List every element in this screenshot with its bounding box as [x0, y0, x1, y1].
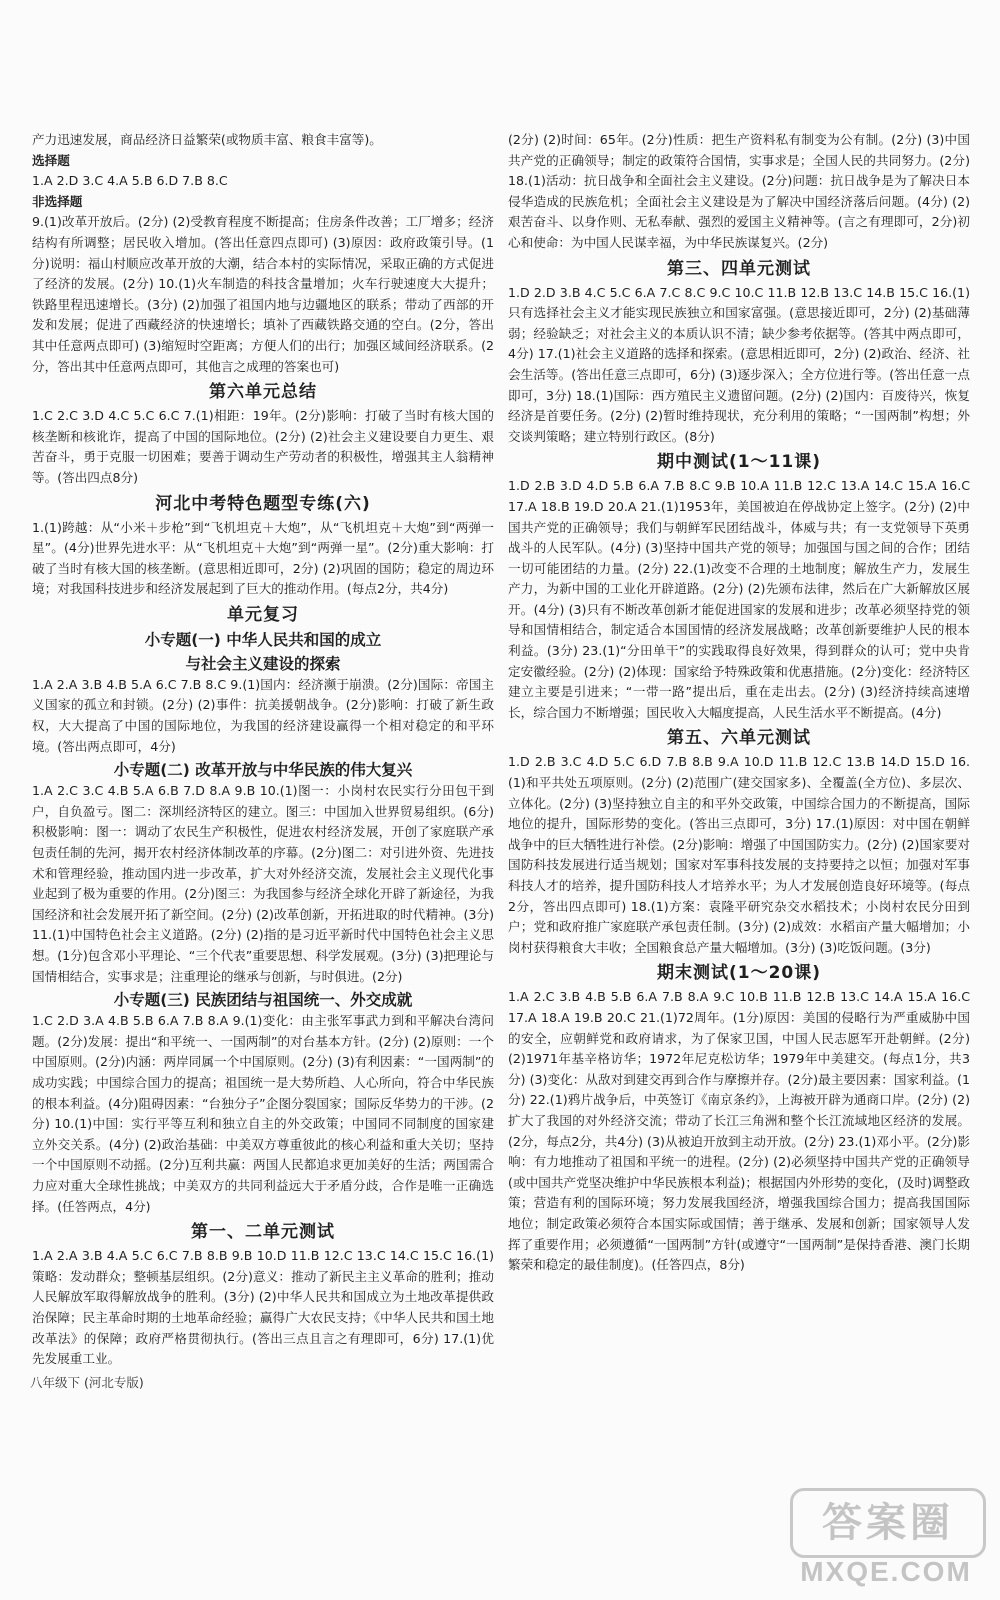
- paragraph: 1.A 2.A 3.B 4.A 5.C 6.C 7.B 8.B 9.B 10.D 11.B 12.C 13.C 14.C 15.C 16.(1)策略：发动群众；整顿基层组织。(2分)意义：推动了新民主主义革命的胜利；推动人民解放军取得解放战争的胜利。(3分) (2)中华人民共和国成立为土地改革提供政治保障；民主革命时期的土地革命经验；赢得广大农民支持；《中华人民共和国土地改革法》的保障；政府严格贯彻执行。(答出三点且言之有理即可，6分) 17.(1)优先发展重工业。: [32, 1248, 494, 1367]
- paragraph: 1.D 2.B 3.D 4.D 5.B 6.A 7.B 8.C 9.B 10.A 11.B 12.C 13.A 14.C 15.A 16.C 17.A 18.B 19.D 20.A 21.(1)1953年，美国被迫在停战协定上签字。(2分) (2)中国共产党的正确领导；我们与朝鲜军民团结战斗，体威与共；有一支党领导下英勇战斗的人民军队。(4分) (3)坚持中国共产党的领导；加强国与国之间的合作；团结一切可能团结的力量。(2分) 22.(1)改变不合理的土地制度；解放生产力，发展生产力，为新中国的工业化开辟道路。(2分) (2)先颁布法律，然后在广大新解放区展开。(4分) (3)只有不断改革创新才能促进国家的发展和进步；改革必须坚持党的领导和国情相结合，制定适合本国国情的经济发展战略；改革创新要维护人民的根本利益。(3分) 23.(1)“分田单干”的实践取得良好效果，得到群众的认可；党中央肯定安徽经验。(2分) (2)体现：国家给予特殊政策和优惠措施。(2分)变化：经济特区建立主要是引进来；“一带一路”提出后，重在走出去。(2分) (3)经济持续高速增长，综合国力不断增强；国民收入大幅度提高，人民生活水平不断提高。(4分): [508, 478, 970, 720]
- section-title: 第三、四单元测试: [667, 258, 811, 279]
- section-title: 第五、六单元测试: [667, 728, 811, 749]
- watermark-text: 答案圈: [790, 1488, 986, 1558]
- paragraph: 1.C 2.D 3.A 4.B 5.B 6.A 7.B 8.A 9.(1)变化：由主张军事武力到和平解决台湾问题。(2分)发展：提出“和平统一、一国两制”的对台基本方针。(2分) (2)原则：一个中国原则。(2分)内涵：两岸同属一个中国原则。(2分) (3)有利因素：“一国两制”的成功实践；中国综合国力的提高；祖国统一是大势所趋、人心所向，符合中华民族的根本利益。(4分)阻碍因素：“台独分子”企图分裂国家；国际反华势力的干涉。(2分) 10.(1)中国：实行平等互利和独立自主的外交政策；中国同不同制度的国家建立外交关系。(4分) (2)政治基础：中美双方尊重彼此的核心利益和重大关切；坚持一个中国原则不动摇。(2分)互利共赢：两国人民都追求更加美好的生活；两国需合力应对重大全球性挑战；中美双方的共同利益远大于矛盾分歧，合作是唯一正确选择。(任答两点，4分): [32, 1013, 494, 1214]
- subheading-nonchoice: 非选择题: [32, 193, 83, 209]
- paragraph: 9.(1)改革开放后。(2分) (2)受教育程度不断提高；住房条件改善；工厂增多；经济结构有所调整；居民收入增加。(答出任意四点即可) (3)原因：政府政策引导。(1分)说明：福山村顺应改革开放的大潮，结合本村的实际情况，采取正确的方式促进了经济的发展。(2分) 10.(1)火车制造的科技含量增加；火车行驶速度大大提升；铁路里程迅速增长。(3分) (2)加强了祖国内地与边疆地区的联系；带动了西部的开发和发展；促进了西藏经济的快速增长；填补了西藏铁路交通的空白。(2分，答出其中任意两点即可) (3)缩短时空距离；方便人们的出行；加强区域间经济联系。(2分，答出其中任意两点即可，其他言之成理的答案也可): [32, 214, 494, 374]
- paragraph: 1.A 2.C 3.B 4.B 5.B 6.A 7.B 8.A 9.C 10.B 11.B 12.B 13.C 14.A 15.A 16.C 17.A 18.A 19.B 20.C 21.(1)72周年。(1分)原因：美国的侵略行为严重威胁中国的安全，应朝鲜党和政府请求，为了保家卫国，中国人民志愿军开赴朝鲜。(2分) (2)1971年基辛格访华；1972年尼克松访华；1979年中美建交。(每点1分，共3分) (3)变化：从敌对到建交再到合作与摩擦并存。(2分)最主要因素：国家利益。(1分) 22.(1)鸦片战争后，中英签订《南京条约》，上海被开辟为通商口岸。(2分) (2)扩大了我国的对外经济交流；带动了长江三角洲和整个长江流域地区经济的发展。(2分，每点2分，共4分) (3)从被迫开放到主动开放。(2分) 23.(1)邓小平。(2分)影响：有力地推动了祖国和平统一的进程。(2分) (2)必须坚持中国共产党的正确领导(或中国共产党坚决维护中华民族根本利益)；根据国内外形势的变化，(及时)调整政策；营造有利的国际环境；努力发展我国经济，增强我国综合国力；提高我国国际地位；制定政策必须符合本国实际或国情；善于继承、发展和创新；国家领导人发挥了重要作用；必须遵循“一国两制”方针(或遵守“一国两制”是保持香港、澳门长期繁荣和稳定的最佳制度)。(任答四点，8分): [508, 989, 970, 1273]
- section-title: 单元复习: [227, 604, 299, 625]
- subheading-choice: 选择题: [32, 152, 70, 168]
- section-title: 第六单元总结: [209, 382, 317, 403]
- subsection-title: 小专题(二) 改革开放与中华民族的伟大复兴: [113, 761, 413, 780]
- section-title: 期末测试(1～20课): [656, 963, 822, 984]
- subsection-title: 与社会主义建设的探索: [185, 654, 341, 673]
- right-column: [508, 130, 970, 1276]
- paragraph: (2分) (2)时间：65年。(2分)性质：把生产资料私有制变为公有制。(2分) (3)中国共产党的正确领导；制定的政策符合国情，实事求是；全国人民的共同努力。(2分) 18.(1)活动：抗日战争和全面社会主义建设。(2分)问题：抗日战争是为了解决日本侵华造成的民族危机；全面社会主义建设是为了解决中国经济落后问题。(4分) (2)艰苦奋斗、以身作则、无私奉献、强烈的爱国主义精神等。(言之有理即可，2分)初心和使命：为中国人民谋幸福，为中华民族谋复兴。(2分): [508, 132, 970, 250]
- paragraph: 1.A 2.A 3.B 4.B 5.A 6.C 7.B 8.C 9.(1)国内：经济濒于崩溃。(2分)国际：帝国主义国家的孤立和封锁。(2分) (2)事件：抗美援朝战争。(2分)影响：打破了新生政权，大大提高了中国的国际地位，为我国的经济建设赢得一个相对稳定的和平环境。(答出两点即可，4分): [32, 676, 494, 754]
- paragraph: 1.C 2.C 3.D 4.C 5.C 6.C 7.(1)相距：19年。(2分)影响：打破了当时有核大国的核垄断和核讹诈，提高了中国的国际地位。(2分) (2)社会主义建设要自力更生、艰苦奋斗，勇于克服一切困难；要善于调动生产劳动者的积极性，增强其主人翁精神等。(答出四点8分): [32, 408, 494, 485]
- paragraph: 1.D 2.D 3.B 4.C 5.C 6.A 7.C 8.C 9.C 10.C 11.B 12.B 13.C 14.B 15.C 16.(1)只有选择社会主义才能实现民族独立和国家富强。(意思接近即可，2分) (2)基础薄弱；经验缺乏；对社会主义的本质认识不清；缺少参考依据等。(答其中两点即可，4分) 17.(1)社会主义道路的选择和探索。(意思相近即可，2分) (2)政治、经济、社会生活等。(答出任意三点即可，6分) (3)逐步深入；全方位进行等。(答出任意一点即可，3分) 18.(1)国际：西方殖民主义遗留问题。(2分) (2)国内：百废待兴，恢复经济是首要任务。(2分) (2)暂时维持现状，充分利用的策略；“一国两制”构想；外交谈判策略；建立特别行政区。(8分): [508, 284, 970, 444]
- paragraph: 1.D 2.B 3.C 4.D 5.C 6.D 7.B 8.B 9.A 10.D 11.B 12.C 13.B 14.D 15.D 16.(1)和平共处五项原则。(2分) (2)范围广(建交国家多)、全覆盖(全方位)、多层次、立体化。(2分) (3)坚持独立自主的和平外交政策，中国综合国力的不断提高，国际地位的提升，国际形势的变化。(答出三点即可，3分) 17.(1)原因：对中国在朝鲜战争中的巨大牺牲进行补偿。(2分)影响：增强了中国国防实力。(2分) (2)国家要对国防科技发展进行适当规划；国家对军事科技发展的支持要持之以恒；加强对军事科技人才的培养，提升国防科技人才培养水平；为人才发展创造良好环境等。(每点2分，答出四点即可) 18.(1)方案：袁隆平研究杂交水稻技术；小岗村农民分田到户；党和政府推广家庭联产承包责任制。(3分) (2)成效：水稻亩产量大幅增加；小岗村获得粮食大丰收；全国粮食总产量大幅增加。(3分) (3)吃饭问题。(3分): [508, 754, 970, 955]
- subsection-title: 小专题(三) 民族团结与祖国统一、外交成就: [113, 991, 413, 1010]
- section-title: 第一、二单元测试: [191, 1222, 335, 1243]
- subsection-title: 小专题(一) 中华人民共和国的成立: [144, 630, 382, 649]
- answer-page: [20, 130, 980, 1570]
- watermark-logo: [778, 1488, 994, 1592]
- paragraph: 1.(1)跨越：从“小米＋步枪”到“飞机坦克＋大炮”，从“飞机坦克＋大炮”到“两弹一星”。(4分)世界先进水平：从“飞机坦克＋大炮”到“两弹一星”。(2分)重大影响：打破了当时有核大国的核垄断。(意思相近即可，2分) (2)巩固的国防；稳定的周边环境；对我国科技进步和经济发展起到了巨大的推动作用。(每点2分，共4分): [32, 519, 494, 597]
- left-column: [32, 130, 494, 1370]
- section-title: 期中测试(1～11课): [656, 452, 822, 473]
- paragraph: 产力迅速发展，商品经济日益繁荣(或物质丰富、粮食丰富等)。: [32, 132, 382, 147]
- page-footer: 八年级下 (河北专版): [30, 1375, 144, 1390]
- paragraph: 1.A 2.C 3.C 4.B 5.A 6.B 7.D 8.A 9.B 10.(1)图一：小岗村农民实行分田包干到户，自负盈亏。图二：深圳经济特区的建立。图三：中国加入世界贸易组织。(6分)积极影响：图一：调动了农民生产积极性，促进农村经济发展，开创了家庭联产承包责任制的先河，揭开农村经济体制改革的序幕。(2分)图二：对引进外资、先进技术和管理经验，推动国内进一步改革，扩大对外经济交流，发展社会主义现代化事业起到了极为重要的作用。(2分)图三：为我国参与经济全球化开辟了新途径，为我国经济和社会发展开拓了新空间。(2分) (2)改革创新，开拓进取的时代精神。(3分) 11.(1)中国特色社会主义道路。(2分) (2)指的是习近平新时代中国特色社会主义思想。(1分)包含邓小平理论、“三个代表”重要思想、科学发展观。(3分) (3)把理论与国情相结合，实事求是；注重理论的继承与创新，与时俱进。(2分): [32, 783, 494, 984]
- choice-answers: 1.A 2.D 3.C 4.A 5.B 6.D 7.B 8.C: [32, 173, 228, 189]
- watermark-url: MXQE.COM: [800, 1556, 972, 1587]
- section-title: 河北中考特色题型专练(六): [155, 493, 371, 514]
